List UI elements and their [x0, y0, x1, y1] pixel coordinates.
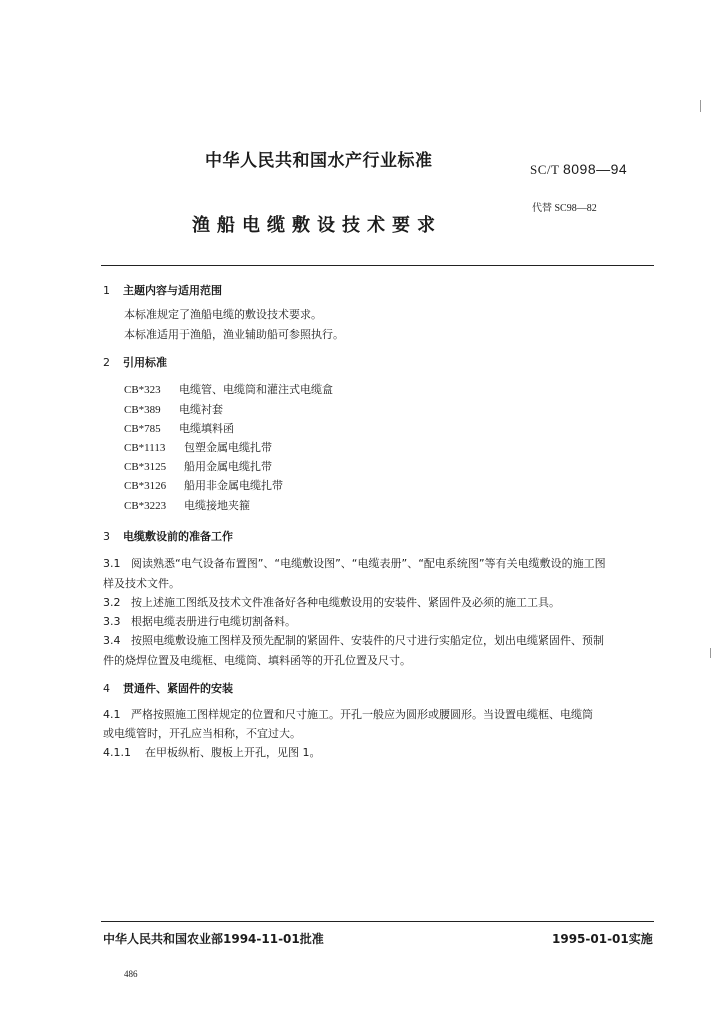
document-title: 渔船电缆敷设技术要求	[192, 215, 442, 236]
page-number: 486	[124, 969, 138, 979]
section-heading: 2 引用标准	[103, 356, 167, 369]
reference-item: CB*389 电缆衬套	[124, 403, 223, 416]
implementation-date: 1995-01-01实施	[552, 932, 653, 946]
section-heading: 4 贯通件、紧固件的安装	[103, 682, 233, 695]
scan-mark	[710, 648, 711, 658]
section-heading: 3 电缆敷设前的准备工作	[103, 530, 233, 543]
clause-item: 3.1 阅读熟悉“电气设备布置图”、“电缆敷设图”、“电缆表册”、“配电系统图”等有关电缆敷设的施工图	[103, 557, 606, 570]
paragraph: 本标准适用于渔船，渔业辅助船可参照执行。	[124, 328, 344, 341]
clause-continuation: 样及技术文件。	[103, 577, 180, 590]
standard-code-prefix: SC/T	[530, 162, 560, 177]
approval-line: 中华人民共和国农业部1994-11-01批准	[103, 932, 324, 946]
clause-continuation: 件的烧焊位置及电缆框、电缆筒、填料函等的开孔位置及尺寸。	[103, 654, 411, 667]
footer-divider	[101, 921, 654, 922]
clause-item: 3.4 按照电缆敷设施工图样及预先配制的紧固件、安装件的尺寸进行实船定位，划出电缆紧固件、预制	[103, 634, 604, 647]
replaces-note: 代替 SC98—82	[532, 203, 597, 214]
clause-item: 3.3 根据电缆表册进行电缆切割备料。	[103, 615, 296, 628]
scan-mark	[700, 100, 701, 112]
clause-item: 3.2 按上述施工图纸及技术文件准备好各种电缆敷设用的安装件、紧固件及必须的施工工具。	[103, 596, 560, 609]
section-heading: 1 主题内容与适用范围	[103, 284, 222, 297]
standard-title: 中华人民共和国水产行业标准	[205, 151, 433, 171]
reference-item: CB*323 电缆管、电缆筒和灌注式电缆盒	[124, 383, 333, 396]
reference-item: CB*3223 电缆接地夹箍	[124, 499, 250, 512]
standard-code-number: 8098—94	[562, 161, 628, 177]
reference-item: CB*1113 包塑金属电缆扎带	[124, 441, 272, 454]
standard-code	[530, 161, 627, 178]
reference-item: CB*3126 船用非金属电缆扎带	[124, 479, 283, 492]
clause-continuation: 或电缆管时，开孔应当相称，不宜过大。	[103, 727, 301, 740]
reference-item: CB*3125 船用金属电缆扎带	[124, 460, 272, 473]
clause-item: 4.1 严格按照施工图样规定的位置和尺寸施工。开孔一般应为圆形或腰圆形。当设置电缆框、电缆筒	[103, 708, 593, 721]
clause-item: 4.1.1 在甲板纵桁、腹板上开孔，见图 1。	[103, 746, 321, 759]
header-divider	[101, 265, 654, 266]
reference-item: CB*785 电缆填料函	[124, 422, 234, 435]
paragraph: 本标准规定了渔船电缆的敷设技术要求。	[124, 308, 322, 321]
